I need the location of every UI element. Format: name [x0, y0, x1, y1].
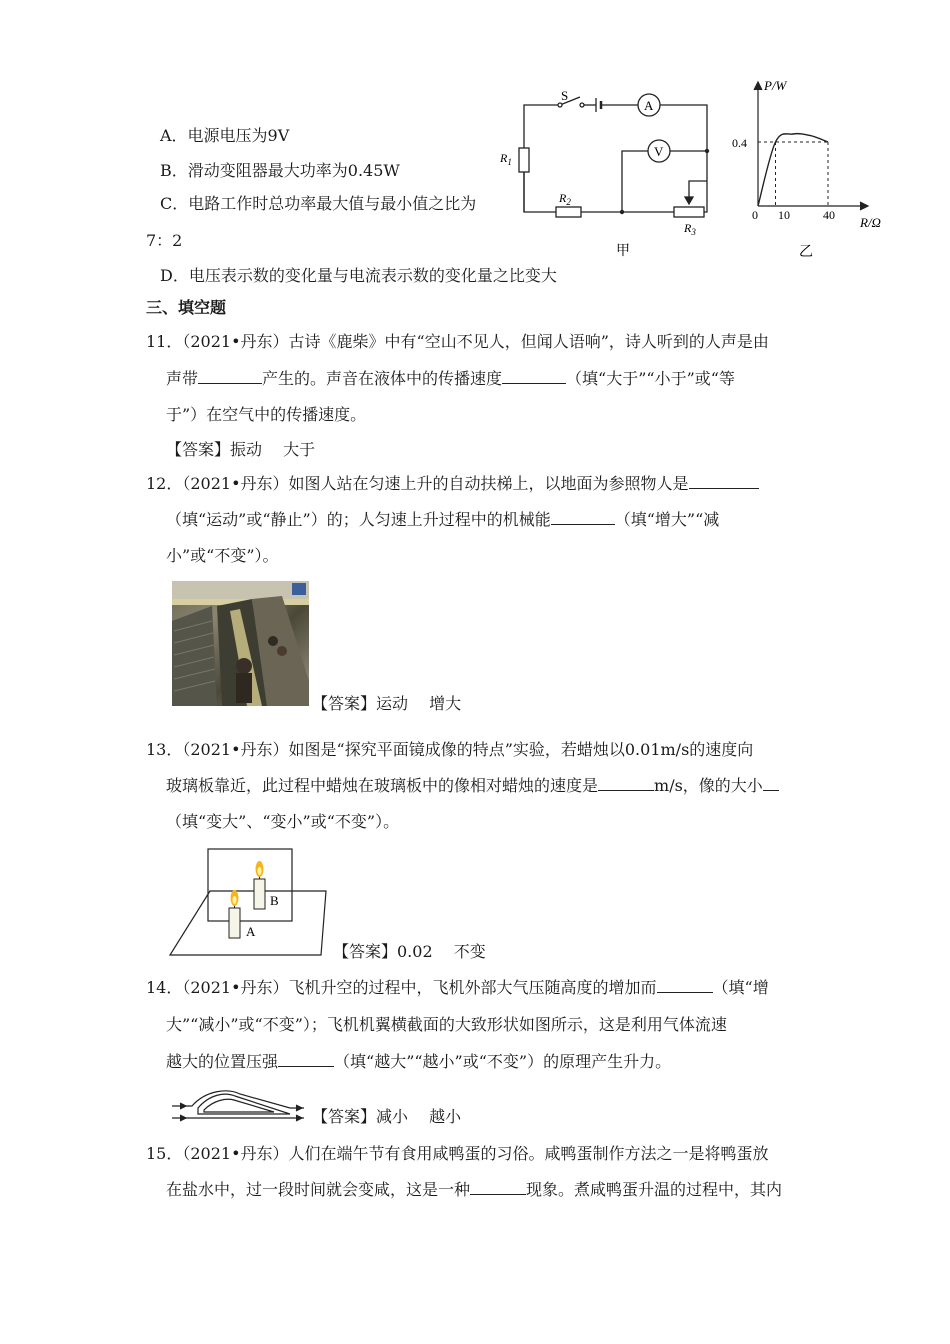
q15-text-b: 现象。煮咸鸭蛋升温的过程中，其内: [526, 1180, 783, 1199]
y-tick-label: 0.4: [732, 136, 747, 150]
q14-text-a: 14．（2021•丹东）飞机升空的过程中，飞机外部大气压随高度的增加而: [146, 978, 657, 997]
q11-text-c: （填“大于”“小于”或“等: [566, 369, 735, 388]
r2-subscript: 2: [566, 197, 571, 207]
power-curve: [758, 134, 828, 206]
option-b: B．滑动变阻器最大功率为0.45W: [160, 161, 400, 180]
q14-text-b: （填“增: [712, 978, 769, 997]
wing-diagram: [170, 1086, 310, 1126]
q13-answer: 【答案】0.02 不变: [333, 942, 486, 961]
candle-b-label: B: [270, 893, 279, 908]
x-axis-label: R/Ω: [860, 215, 881, 230]
switch-label: S: [561, 88, 569, 103]
q14-answer: 【答案】减小 越小: [312, 1107, 462, 1126]
option-a: A．电源电压为9V: [160, 126, 290, 145]
q11-answer: 【答案】振动 大于: [166, 440, 316, 459]
q14-blank-2: [278, 1052, 334, 1067]
q12-text: 12．（2021•丹东）如图人站在匀速上升的自动扶梯上，以地面为参照物人是: [146, 474, 689, 493]
candle-a-label: A: [246, 924, 256, 939]
option-d: D．电压表示数的变化量与电流表示数的变化量之比变大: [160, 266, 557, 285]
voltmeter-label: V: [654, 144, 664, 159]
svg-text:R2: [558, 191, 571, 207]
q12-answer: 【答案】运动 增大: [312, 694, 462, 713]
q12-text-a: （填“运动”或“静止”）的；人匀速上升过程中的机械能: [166, 510, 551, 529]
graph-caption: 乙: [799, 245, 813, 260]
q11-blank-1: [198, 369, 262, 384]
q14-blank-1: [657, 978, 713, 993]
q11-line-1: 11．（2021•丹东）古诗《鹿柴》中有“空山不见人，但闻人语响”，诗人听到的人声是由: [146, 332, 769, 351]
q14-text-b: （填“越大”“越小”或“不变”）的原理产生升力。: [334, 1052, 672, 1071]
power-graph: [726, 74, 896, 264]
q11-line-2: [166, 369, 735, 389]
option-c-continued: 7：2: [146, 231, 183, 250]
q13-line-1: 13．（2021•丹东）如图是“探究平面镜成像的特点”实验，若蜡烛以0.01m/s的速度向: [146, 740, 754, 759]
q11-text-a: 声带: [166, 369, 199, 388]
q14-line-2: 大”“减小”或“不变”）；飞机机翼横截面的大致形状如图所示，这是利用气体流速: [166, 1015, 727, 1034]
q15-blank-1: [470, 1180, 526, 1195]
q11-blank-2: [502, 369, 566, 384]
x-tick-40: 40: [823, 208, 835, 222]
q12-blank-2: [551, 510, 615, 525]
r1-label: R: [500, 151, 508, 165]
x-tick-10: 10: [778, 208, 790, 222]
y-axis-label: P/W: [764, 78, 787, 93]
escalator-photo: [172, 581, 309, 706]
q11-line-3: 于”）在空气中的传播速度。: [166, 405, 367, 424]
q13-line-3: （填“变大”、“变小”或“不变”）。: [166, 812, 400, 831]
q12-line-1: [146, 474, 759, 494]
q11-text-b: 产生的。声音在液体中的传播速度: [262, 369, 503, 388]
q14-text-a: 越大的位置压强: [166, 1052, 279, 1071]
q12-line-2: [166, 510, 719, 530]
q14-line-3: [166, 1052, 671, 1072]
q13-text-b: m/s，像的大小: [654, 776, 763, 795]
q13-line-2: [166, 776, 779, 796]
x-tick-0: 0: [752, 208, 758, 222]
q12-line-3: 小”或“不变”）。: [166, 546, 279, 565]
q13-blank-2: [763, 776, 779, 791]
option-c: C．电路工作时总功率最大值与最小值之比为: [160, 194, 477, 213]
q14-line-1: [146, 978, 769, 998]
r3-label: R: [684, 221, 692, 235]
r1-subscript: 1: [507, 157, 512, 167]
section-heading: 三、填空题: [146, 298, 227, 317]
r2-label: R: [559, 191, 567, 205]
q15-text-a: 在盐水中，过一段时间就会变咸，这是一种: [166, 1180, 471, 1199]
svg-text:R1: [499, 151, 512, 167]
circuit-caption: 甲: [616, 244, 630, 259]
q15-line-1: 15．（2021•丹东）人们在端午节有食用咸鸭蛋的习俗。咸鸭蛋制作方法之一是将鸭蛋放: [146, 1144, 769, 1163]
ammeter-label: A: [644, 98, 654, 113]
q12-blank-1: [689, 474, 759, 489]
r3-subscript: 3: [691, 227, 696, 237]
mirror-experiment-diagram: [166, 845, 331, 960]
q13-text-a: 玻璃板靠近，此过程中蜡烛在玻璃板中的像相对蜡烛的速度是: [166, 776, 599, 795]
q12-text-b: （填“增大”“减: [614, 510, 720, 529]
q13-blank-1: [598, 776, 654, 791]
circuit-diagram: [496, 82, 726, 262]
q15-line-2: [166, 1180, 782, 1200]
svg-text:R3: [683, 221, 696, 237]
